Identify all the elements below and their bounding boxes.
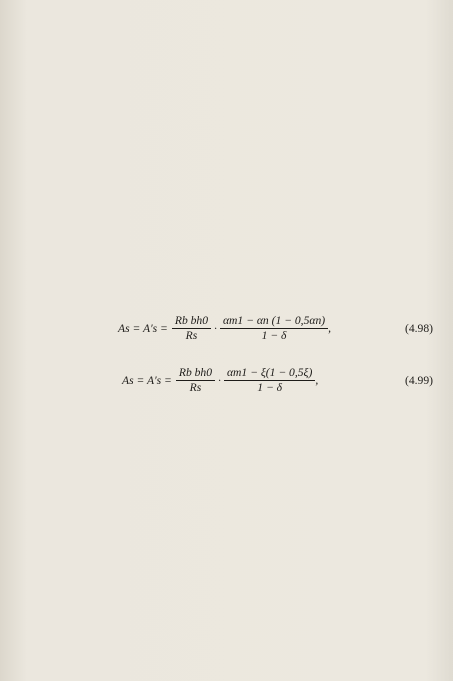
- fraction-numerator: αm1 − ξ(1 − 0,5ξ): [224, 366, 315, 381]
- equation-tail: ,: [315, 373, 319, 387]
- fraction: [176, 366, 215, 395]
- equation-tail: ,: [328, 321, 332, 335]
- equation-number: (4.98): [404, 322, 433, 335]
- fraction: [220, 314, 328, 343]
- fraction-numerator: αm1 − αn (1 − 0,5αn): [220, 314, 328, 329]
- fraction-denominator: 1 − δ: [261, 329, 287, 342]
- multiply-dot: ·: [218, 373, 221, 387]
- fraction-equation: [118, 314, 331, 343]
- multiply-dot: ·: [214, 321, 217, 335]
- fraction-equation: [122, 366, 318, 395]
- equation-lhs: As = A′s =: [122, 373, 172, 387]
- fraction-numerator: Rb bh0: [176, 366, 215, 381]
- fraction-denominator: Rs: [189, 381, 202, 394]
- equation-lhs: As = A′s =: [118, 321, 168, 335]
- fraction: [224, 366, 315, 395]
- fraction: [172, 314, 211, 343]
- equation-number: (4.99): [404, 374, 433, 387]
- text-line-20: [0, 366, 453, 396]
- fraction-denominator: 1 − δ: [257, 381, 283, 394]
- fraction-denominator: Rs: [185, 329, 198, 342]
- text-line-18: [0, 314, 453, 344]
- fraction-numerator: Rb bh0: [172, 314, 211, 329]
